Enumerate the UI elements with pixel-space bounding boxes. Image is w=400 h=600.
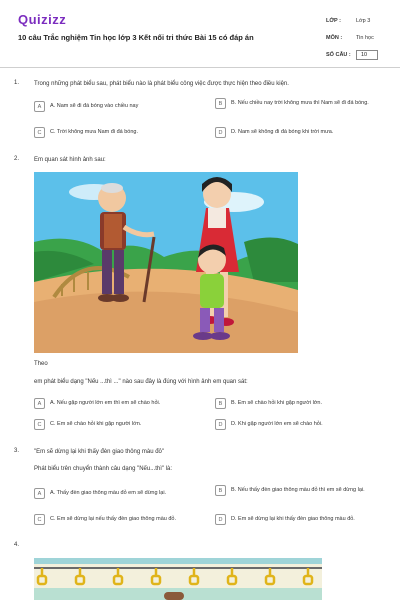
meta-panel — [326, 12, 388, 63]
page-header — [0, 0, 400, 68]
meta-value-box: 10 — [356, 50, 378, 60]
option-b[interactable] — [215, 98, 393, 109]
meta-value: Tin học — [356, 34, 374, 41]
option-text: D. Khi gặp người lớn em sẽ chào hỏi. — [231, 421, 323, 427]
option-letter: C — [34, 419, 45, 430]
question-text-continued: Phát biểu trên chuyển thành câu dạng "Nếu...thì" là: — [34, 466, 173, 472]
option-letter: C — [34, 127, 45, 138]
meta-row-subject — [326, 29, 388, 46]
option-letter: A — [34, 398, 45, 409]
option-text: A. Nam sẽ đi đá bóng vào chiều nay — [50, 103, 139, 109]
question-number: 3. — [14, 448, 20, 454]
meta-value: Lớp 3 — [356, 17, 371, 24]
option-letter: B — [215, 98, 226, 109]
option-letter: B — [215, 485, 226, 496]
option-c[interactable] — [34, 127, 204, 138]
option-text: D. Nam sẽ không đi đá bóng khi trời mưa. — [231, 129, 334, 135]
question-text: "Em sẽ dừng lại khi thấy đèn giao thông màu đỏ" — [34, 449, 165, 455]
header-divider — [0, 67, 400, 68]
option-a[interactable] — [34, 488, 209, 499]
option-a[interactable] — [34, 101, 204, 112]
option-d[interactable] — [215, 419, 393, 430]
meta-row-count — [326, 46, 388, 63]
option-text: A. Thấy đèn giao thông màu đỏ em sẽ dừng lại. — [50, 490, 167, 496]
option-letter: B — [215, 398, 226, 409]
quizizz-logo: Quizizz — [18, 12, 67, 27]
option-d[interactable] — [215, 127, 393, 138]
option-letter: C — [34, 514, 45, 525]
question-text: Trong những phát biểu sau, phát biểu nào là phát biểu công việc được thực hiện theo điều kiện. — [34, 81, 289, 87]
meta-row-grade — [326, 12, 388, 29]
meta-key: MÔN : — [326, 34, 343, 41]
question-text-continued: Theo — [34, 361, 48, 367]
question-text: Em quan sát hình ảnh sau: — [34, 157, 106, 163]
option-text: A. Nếu gặp người lớn em thì em sẽ chào hỏi. — [50, 400, 161, 406]
question-number: 2. — [14, 156, 20, 162]
question-text-continued: em phát biểu dạng "Nếu ...thì ..." nào sau đây là đúng với hình ảnh em quan sát: — [34, 379, 248, 385]
option-text: B. Em sẽ chào hỏi khi gặp người lớn. — [231, 400, 322, 406]
option-c[interactable] — [34, 514, 212, 525]
option-letter: D — [215, 514, 226, 525]
question-number: 4. — [14, 542, 20, 548]
document-title: 10 câu Trắc nghiệm Tin học lớp 3 Kết nối tri thức Bài 15 có đáp án — [18, 33, 254, 42]
option-text: D. Em sẽ dừng lại khi thấy đèn giao thông màu đỏ. — [231, 516, 355, 522]
option-c[interactable] — [34, 419, 204, 430]
option-b[interactable] — [215, 398, 393, 409]
meta-key: SỐ CÂU : — [326, 51, 351, 58]
option-text: B. Nếu chiều nay trời không mưa thì Nam sẽ đi đá bóng. — [231, 100, 369, 106]
question-number: 1. — [14, 80, 20, 86]
option-letter: A — [34, 488, 45, 499]
option-b[interactable] — [215, 485, 393, 496]
option-letter: D — [215, 127, 226, 138]
option-a[interactable] — [34, 398, 204, 409]
meta-key: LỚP : — [326, 17, 341, 24]
option-text: C. Trời không mưa Nam đi đá bóng. — [50, 129, 138, 135]
option-d[interactable] — [215, 514, 395, 525]
option-text: C. Em sẽ dừng lại nếu thấy đèn giao thông màu đỏ. — [50, 516, 176, 522]
option-text: C. Em sẽ chào hỏi khi gặp người lớn. — [50, 421, 142, 427]
option-letter: D — [215, 419, 226, 430]
option-letter: A — [34, 101, 45, 112]
illustration-bus-interior — [34, 558, 322, 600]
option-text: B. Nếu thấy đèn giao thông màu đỏ thì em sẽ dừng lại. — [231, 487, 365, 493]
illustration-greeting — [34, 172, 298, 353]
